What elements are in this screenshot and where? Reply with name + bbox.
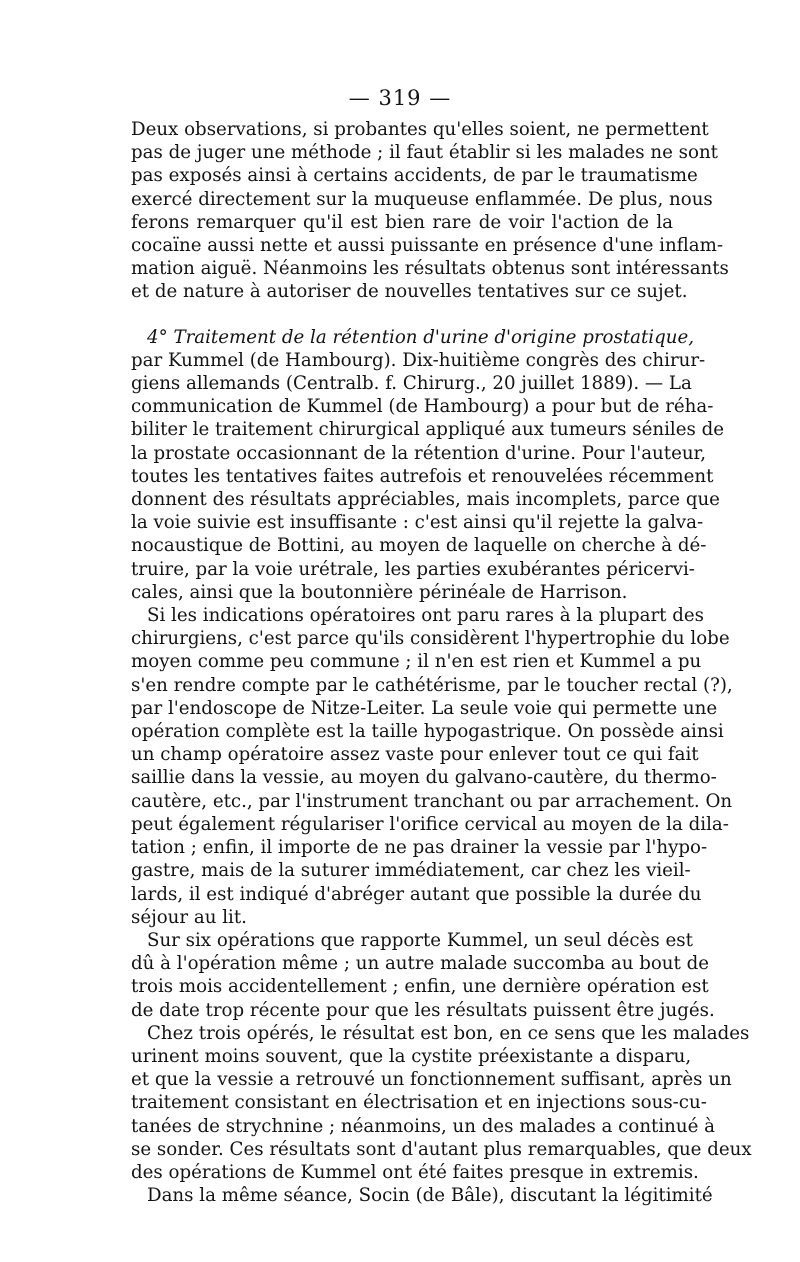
text-line: communication de Kummel (de Hambourg) a pour but de réha-: [131, 396, 714, 418]
text-line: par Kummel (de Hambourg). Dix-huitième congrès des chirur-: [131, 349, 706, 371]
text-line: Deux observations, si probantes qu'elles soient, ne permettent: [131, 119, 709, 140]
paragraph-5: [131, 1022, 752, 1184]
text-line: un champ opératoire assez vaste pour enlever tout ce qui fait: [131, 744, 699, 766]
text-line: pas de juger une méthode ; il faut établir si les malades ne sont: [131, 142, 718, 164]
text-line: tanées de strychnine ; néanmoins, un des malades a continué à: [131, 1115, 715, 1137]
text-line: toutes les tentatives faites autrefois et renouvelées récemment: [131, 465, 714, 487]
text-line: la prostate occasionnant de la rétention d'urine. Pour l'auteur,: [131, 442, 707, 464]
text-line: biliter le traitement chirurgical appliqué aux tumeurs séniles de: [131, 419, 724, 441]
page-number: — 319 —: [348, 86, 452, 110]
text-line: traitement consistant en électrisation et en injections sous-cu-: [131, 1092, 707, 1114]
text-line: gastre, mais de la suturer immédiatement, car chez les vieil-: [131, 860, 691, 882]
paragraph-4: [131, 929, 715, 1022]
text-line: donnent des résultats appréciables, mais incomplets, parce que: [131, 489, 720, 511]
text-line: cocaïne aussi nette et aussi puissante en présence d'une inflam-: [131, 235, 724, 257]
paragraph-gap: [131, 304, 673, 326]
body-text: [131, 118, 752, 1207]
text-line: Si les indications opératoires ont paru rares à la plupart des: [147, 605, 705, 627]
text-line: Sur six opérations que rapporte Kummel, un seul décès est: [147, 929, 693, 951]
text-line: trois mois accidentellement ; enfin, une dernière opération est: [131, 976, 709, 998]
text-line: mation aiguë. Néanmoins les résultats obtenus sont intéressants: [131, 258, 729, 280]
text-line: s'en rendre compte par le cathétérisme, par le toucher rectal (?),: [131, 674, 733, 696]
text-line: urinent moins souvent, que la cystite préexistante a disparu,: [131, 1045, 692, 1067]
text-line: Dans la même séance, Socin (de Bâle), discutant la légitimité: [147, 1185, 713, 1207]
paragraph-3: [131, 604, 733, 929]
text-line: giens allemands (Centralb. f. Chirurg., 20 juillet 1889). — La: [131, 373, 692, 395]
paragraph-1: [131, 118, 729, 304]
text-line: opération complète est la taille hypogastrique. On possède ainsi: [131, 721, 724, 743]
text-line: se sonder. Ces résultats sont d'autant plus remarquables, que deux: [131, 1138, 752, 1160]
text-line: nocaustique de Bottini, au moyen de laquelle on cherche à dé-: [131, 535, 707, 557]
text-line: de date trop récente pour que les résultats puissent être jugés.: [131, 999, 715, 1021]
text-line: et que la vessie a retrouvé un fonctionnement suffisant, après un: [131, 1069, 732, 1091]
section-heading: 4° Traitement de la rétention d'urine d'origine prostatique,: [147, 326, 695, 348]
text-line: la voie suivie est insuffisante : c'est ainsi qu'il rejette la galva-: [131, 512, 704, 534]
text-line: par l'endoscope de Nitze-Leiter. La seule voie qui permette une: [131, 697, 718, 719]
text-line: saillie dans la vessie, au moyen du galvano-cautère, du thermo-: [131, 767, 717, 789]
text-line: lards, il est indiqué d'abréger autant que possible la durée du: [131, 883, 702, 905]
text-line: chirurgiens, c'est parce qu'ils considèrent l'hypertrophie du lobe: [131, 628, 730, 650]
paragraph-6: [131, 1184, 713, 1207]
text-line: des opérations de Kummel ont été faites presque in extremis.: [131, 1161, 699, 1183]
paragraph-2: [131, 326, 724, 604]
text-line: ferons remarquer qu'il est bien rare de voir l'action de la: [131, 211, 673, 233]
text-line: moyen comme peu commune ; il n'en est rien et Kummel a pu: [131, 651, 702, 673]
text-line: Chez trois opérés, le résultat est bon, en ce sens que les malades: [147, 1022, 750, 1044]
text-line: séjour au lit.: [131, 906, 247, 928]
text-line: truire, par la voie urétrale, les parties exubérantes péricervi-: [131, 558, 695, 580]
text-line: dû à l'opération même ; un autre malade succomba au bout de: [131, 953, 710, 975]
text-line: et de nature à autoriser de nouvelles tentatives sur ce sujet.: [131, 281, 688, 303]
text-line: pas exposés ainsi à certains accidents, de par le traumatisme: [131, 165, 698, 187]
text-line: tation ; enfin, il importe de ne pas drainer la vessie par l'hypo-: [131, 837, 708, 859]
text-line: exercé directement sur la muqueuse enflammée. De plus, nous: [131, 188, 713, 210]
text-line: cautère, etc., par l'instrument tranchant ou par arrachement. On: [131, 790, 733, 812]
text-line: cales, ainsi que la boutonnière périnéale de Harrison.: [131, 581, 628, 603]
text-line: peut également régulariser l'orifice cervical au moyen de la dila-: [131, 813, 729, 835]
